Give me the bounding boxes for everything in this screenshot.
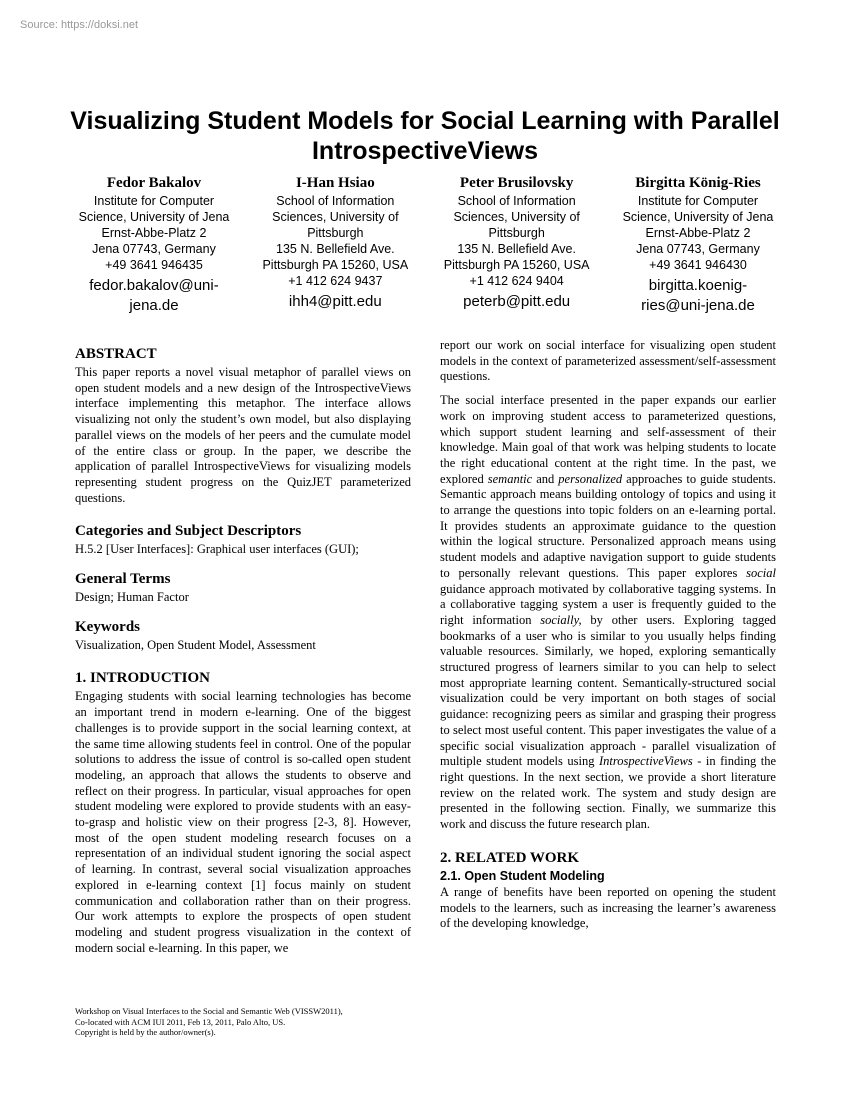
general-terms-heading: General Terms (75, 571, 171, 588)
author-name: Fedor Bakalov (106, 175, 202, 191)
categories-heading: Categories and Subject Descriptors (75, 523, 302, 540)
author-email[interactable]: birgitta.koenig- ries@uni-jena.de (641, 277, 755, 314)
keywords-heading: Keywords (75, 618, 140, 635)
categories-text: H.5.2 [User Interfaces]: Graphical user interfaces (GUI); (75, 542, 359, 557)
footnote: Workshop on Visual Interfaces to the Social and Semantic Web (VISSW2011), Co-located with ACM IUI 2011, Feb 13, 2011, Palo Alto, US. Copyright is held by the author/owner(s). (75, 1006, 343, 1037)
author-block (249, 174, 421, 316)
introduction-paragraph-2: The social interface presented in the paper expands our earlier work on improving student access to parameterized questions, which support student learning and self-assessment of their knowledge. Main goal of that work was helping students to locate the right educational content at the right time. In the past, we explored semantic and personalized approaches to guide students. Semantic approach means building ontology of topics and using it to arrange the questions into topic folders on an e-learning portal. It provides students an approximate guidance to the question within the logical structure. Personalized approach means using student models and adaptive navigation support to guide students to personally relevant questions. This paper explores social guidance approach motivated by collaborative tagging systems. In a collaborative tagging system a user is frequently guided to the right information socially, by other users. Exploring tagged bookmarks of a user who is similar to you usually helps finding valuable resources. Similarly, we hoped, exploring semantically structured progress of learners similar to you can help to select most appropriate learning content. Semantically-structured social visualization could be very important on both stages of social guidance: recognizing peers as similar and grasping their progress to select most useful content. This paper investigates the value of a specific social visualization approach - parallel visualization of multiple student models using IntrospectiveViews - in finding the right questions. In the next section, we provide a short literature review on the related work. The system and study design are presented in the following section. Finally, we summarize this work and discuss the future research plan. (440, 393, 777, 832)
abstract-text: This paper reports a novel visual metaphor of parallel views on open student models and a new design of the IntrospectiveViews interface implementing this metaphor. The interface allows visualizing not only the student’s own model, but also displaying parallel views on the models of her peers and the cumulate model of the entire class or group. In the paper, we describe the application of parallel IntrospectiveViews for visualizing models representing student progress on the QuizJET parameterized questions. (75, 365, 411, 505)
general-terms-text: Design; Human Factor (75, 590, 189, 605)
introduction-text: Engaging students with social learning technologies has become an important trend in modern e-learning. One of the biggest challenges is to provide support in the social learning context, at the same time allowing students feel in control. One of the popular solutions to address the issue of control is so-called open student modeling, an approach that allows the students to observe and reflect on their progress. In particular, visual approaches for open student modeling were explored to provide students with an easy-to-grasp and holistic view on their progress [2-3, 8]. However, most of the open student modeling research focuses on a representation of an individual student ignoring the social aspect of learning. In contrast, several social visualization approaches explored in e-learning context [1] focus mainly on student communication and collaboration rather than on their progress. Our work attempts to explore the prospects of open student modeling and student progress visualization in the context of modern social e-learning. In this paper, we (75, 689, 411, 955)
author-list (68, 174, 784, 316)
introduction-continuation: report our work on social interface for visualizing open student models in the context of parameterized assessment/self-assessment questions. (440, 338, 776, 384)
author-name: I-Han Hsiao (295, 175, 375, 191)
author-name: Peter Brusilovsky (459, 175, 574, 191)
related-work-heading: 2. RELATED WORK (440, 849, 580, 866)
author-block (68, 174, 240, 316)
author-name: Birgitta König-Ries (635, 175, 761, 191)
author-affiliation: Institute for Computer Science, University of Jena Ernst-Abbe-Platz 2 Jena 07743, Germany +49 3641 946435 (78, 194, 230, 272)
author-email[interactable]: ihh4@pitt.edu (288, 293, 382, 310)
author-block (431, 174, 603, 316)
introduction-heading: 1. INTRODUCTION (75, 670, 211, 687)
open-student-modeling-heading: 2.1. Open Student Modeling (440, 868, 605, 883)
related-work-text: A range of benefits have been reported on opening the student models to the learners, such as increasing the learner’s awareness of the developing knowledge, (440, 884, 776, 931)
author-affiliation: School of Information Sciences, University of Pittsburgh 135 N. Bellefield Ave. Pittsburgh PA 15260, USA +1 412 624 9437 (262, 194, 409, 288)
author-block (612, 174, 784, 316)
author-email[interactable]: fedor.bakalov@uni- jena.de (89, 277, 219, 314)
author-affiliation: Institute for Computer Science, University of Jena Ernst-Abbe-Platz 2 Jena 07743, Germany +49 3641 946430 (622, 194, 774, 272)
source-label: Source: https://doksi.net (20, 19, 139, 31)
author-affiliation: School of Information Sciences, University of Pittsburgh 135 N. Bellefield Ave. Pittsburgh PA 15260, USA +1 412 624 9404 (443, 194, 590, 288)
left-column (75, 345, 411, 964)
keywords-text: Visualization, Open Student Model, Assessment (75, 637, 316, 652)
abstract-heading: ABSTRACT (75, 346, 157, 362)
paper-title: Visualizing Student Models for Social Learning with Parallel IntrospectiveViews (70, 107, 780, 165)
right-column (440, 338, 776, 940)
author-email[interactable]: peterb@pitt.edu (463, 293, 571, 310)
